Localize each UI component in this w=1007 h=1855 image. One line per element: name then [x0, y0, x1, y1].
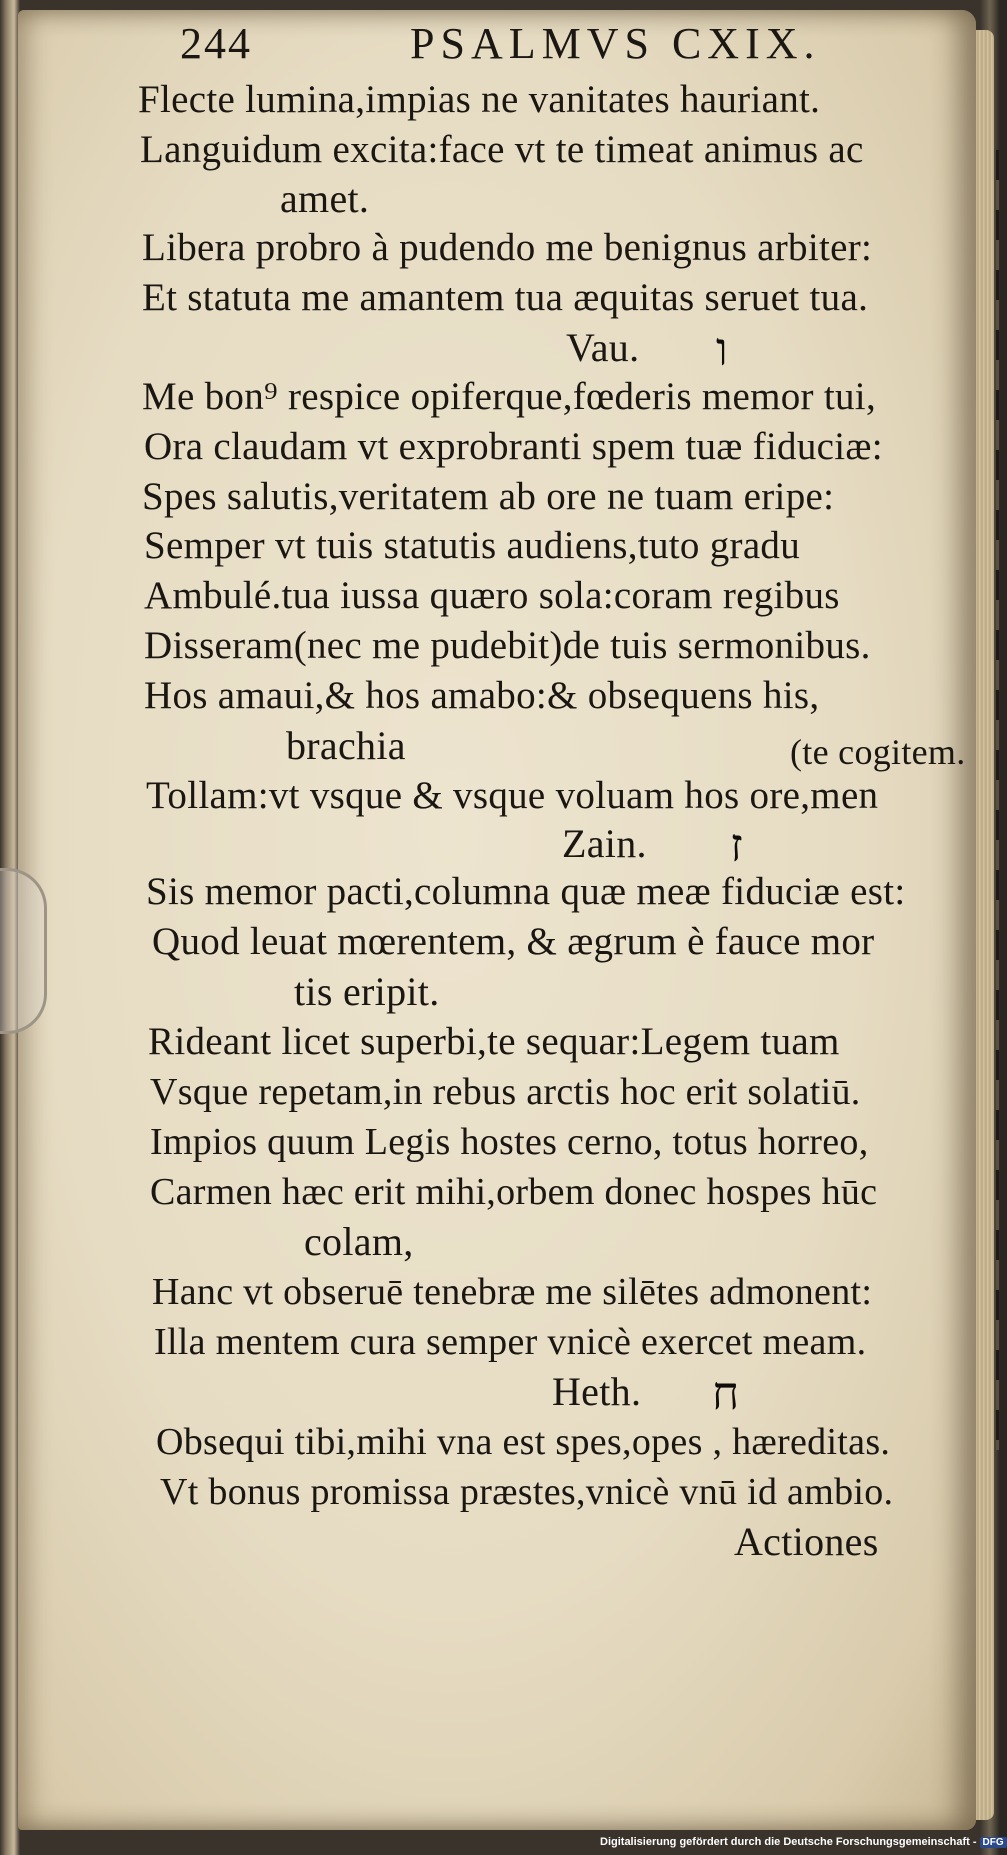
- text-line: Hos amaui,& hos amabo:& obsequens his,: [144, 674, 820, 717]
- hebrew-letter: ו: [716, 322, 728, 376]
- text-line: Illa mentem cura semper vnicè exercet meam.: [154, 1321, 867, 1363]
- catchword: Actiones: [734, 1519, 879, 1564]
- section-heading: Zain.: [562, 821, 647, 866]
- section-heading: Heth.: [552, 1369, 642, 1414]
- text-line: Carmen hæc erit mihi,orbem donec hospes hūc: [150, 1171, 878, 1213]
- text-line: (te cogitem.: [790, 732, 966, 772]
- text-line: Quod leuat mœrentem, & ægrum è fauce mor: [152, 920, 875, 963]
- text-line: Et statuta me amantem tua æquitas seruet tua.: [142, 276, 869, 319]
- text-line: Flecte lumina,impias ne vanitates hauriant.: [138, 78, 821, 121]
- text-line: Libera probro à pudendo me benignus arbiter:: [142, 226, 873, 269]
- digitization-credit: [600, 1836, 1004, 1854]
- text-line: Obsequi tibi,mihi vna est spes,opes , hæreditas.: [156, 1421, 891, 1463]
- text-line: tis eripit.: [294, 969, 440, 1014]
- text-line: Rideant licet superbi,te sequar:Legem tuam: [148, 1020, 840, 1063]
- text-line: amet.: [280, 176, 370, 221]
- section-heading: Vau.: [566, 325, 640, 370]
- page-number: 244: [180, 19, 252, 68]
- text-line: Vt bonus promissa præstes,vnicè vnū id ambio.: [160, 1471, 894, 1513]
- text-line: Languidum excita:face vt te timeat animus ac: [140, 128, 864, 171]
- text-line: Ora claudam vt exprobranti spem tuæ fiduciæ:: [144, 425, 883, 468]
- text-line: Impios quum Legis hostes cerno, totus horreo,: [150, 1121, 869, 1163]
- running-title: PSALMVS CXIX.: [410, 19, 821, 68]
- text-line: Semper vt tuis statutis audiens,tuto gradu: [144, 524, 801, 567]
- text-line: colam,: [304, 1219, 414, 1264]
- text-line: Spes salutis,veritatem ab ore ne tuam eripe:: [142, 475, 835, 518]
- text-line: brachia: [286, 723, 406, 768]
- text-line: Hanc vt obseruē tenebræ me silētes admonent:: [152, 1271, 873, 1313]
- dfg-logo: DFG: [980, 1837, 1007, 1848]
- hebrew-letter: ז: [730, 818, 743, 872]
- text-line: Vsque repetam,in rebus arctis hoc erit solatiū.: [150, 1071, 861, 1113]
- text-line: Disseram(nec me pudebit)de tuis sermonibus.: [144, 624, 871, 667]
- text-line: Sis memor pacti,columna quæ meæ fiduciæ est:: [146, 870, 906, 913]
- text-line: Me bon⁹ respice opiferque,fœderis memor tui,: [142, 375, 876, 418]
- credit-text: Digitalisierung gefördert durch die Deutsche Forschungsgemeinschaft -: [600, 1836, 977, 1848]
- text-line: Tollam:vt vsque & vsque voluam hos ore,men: [146, 774, 879, 817]
- hebrew-letter: ח: [712, 1366, 740, 1420]
- text-line: Ambulé.tua iussa quæro sola:coram regibus: [144, 574, 840, 617]
